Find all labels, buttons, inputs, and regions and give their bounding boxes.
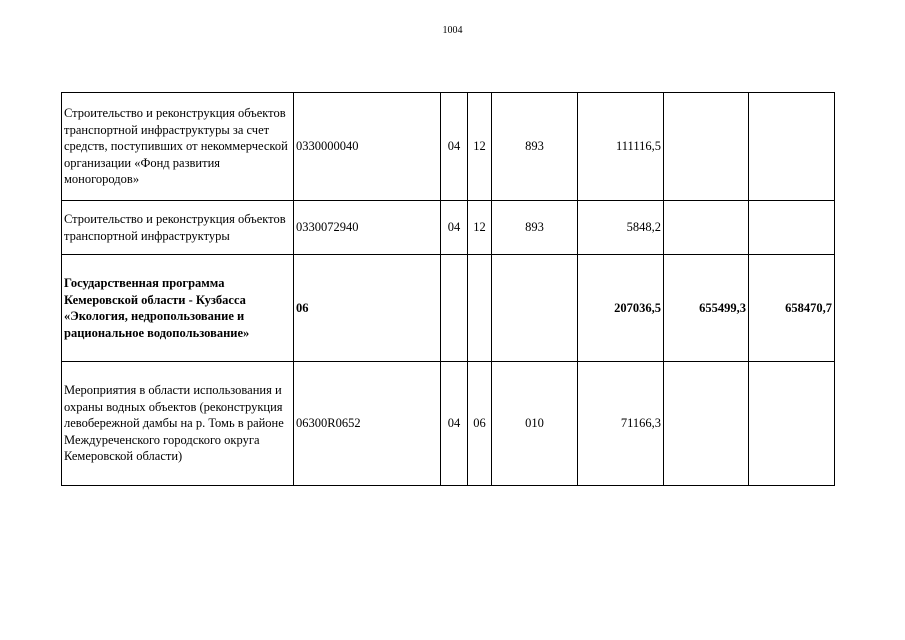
row-section-cell [441,255,468,362]
row-code-cell: 0330000040 [294,93,441,201]
row-subsection-cell: 06 [468,362,492,486]
row-subsection-cell: 12 [468,93,492,201]
row-amount3-cell: 658470,7 [749,255,835,362]
table-row [62,362,835,486]
row-amount2-cell: 655499,3 [664,255,749,362]
row-name-cell: Строительство и реконструкция объектов транспортной инфраструктуры за счет средств, поступивших от некоммерческой организации «Фонд развития моногородов» [62,93,294,201]
row-amount1-cell: 71166,3 [578,362,664,486]
budget-table [61,92,835,486]
row-expense-type-cell: 893 [492,93,578,201]
row-name-cell: Мероприятия в области использования и охраны водных объектов (реконструкция левобережной дамбы на р. Томь в районе Междуреченского городского округа Кемеровской области) [62,362,294,486]
row-amount3-cell [749,362,835,486]
row-expense-type-cell: 893 [492,201,578,255]
row-subsection-cell: 12 [468,201,492,255]
row-amount3-cell [749,201,835,255]
row-name-cell: Строительство и реконструкция объектов транспортной инфраструктуры [62,201,294,255]
row-amount2-cell [664,201,749,255]
page-number: 1004 [442,25,463,36]
row-code-cell: 06 [294,255,441,362]
row-amount2-cell [664,362,749,486]
row-amount3-cell [749,93,835,201]
row-amount2-cell [664,93,749,201]
row-section-cell: 04 [441,201,468,255]
row-subsection-cell [468,255,492,362]
row-name-cell: Государственная программа Кемеровской области - Кузбасса «Экология, недропользование и рациональное водопользование» [62,255,294,362]
row-section-cell: 04 [441,93,468,201]
row-amount1-cell: 5848,2 [578,201,664,255]
row-section-cell: 04 [441,362,468,486]
row-amount1-cell: 207036,5 [578,255,664,362]
row-expense-type-cell [492,255,578,362]
row-code-cell: 06300R0652 [294,362,441,486]
table-row [62,255,835,362]
table-row [62,201,835,255]
table-row [62,93,835,201]
row-code-cell: 0330072940 [294,201,441,255]
row-expense-type-cell: 010 [492,362,578,486]
row-amount1-cell: 111116,5 [578,93,664,201]
